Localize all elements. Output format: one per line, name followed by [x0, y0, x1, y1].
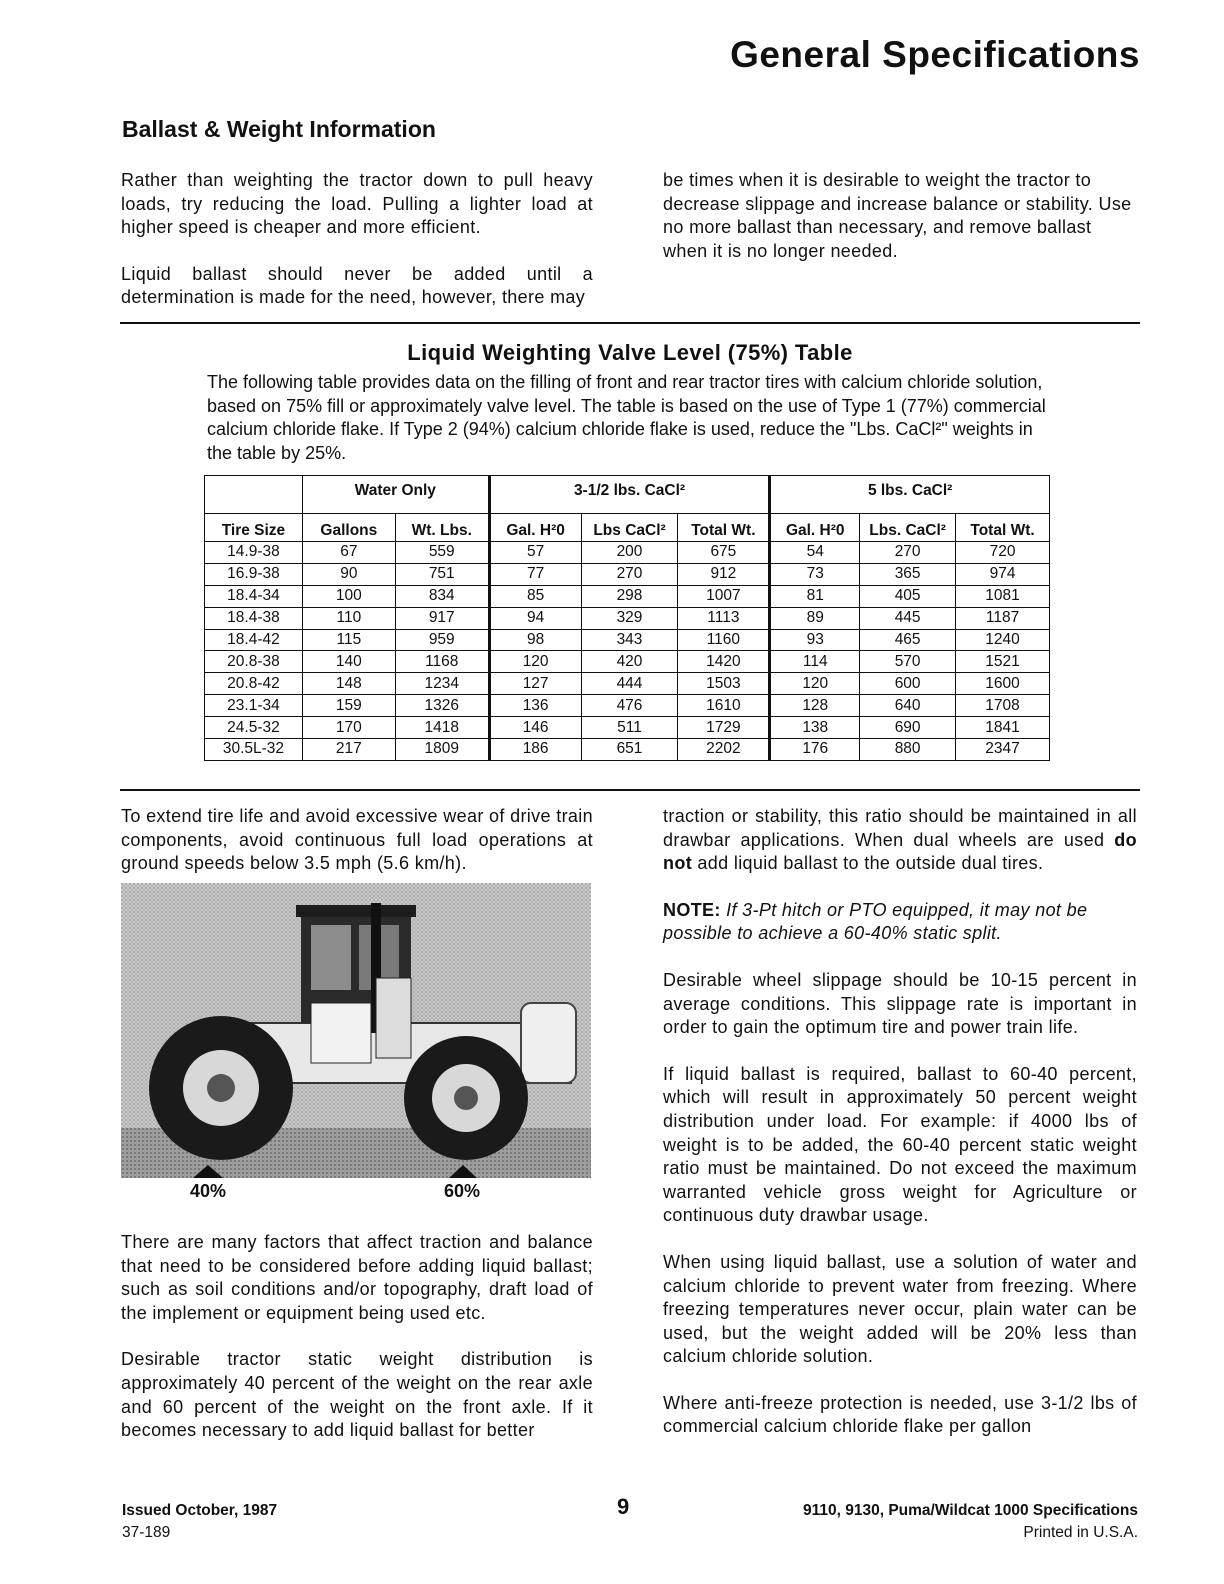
table-cell: 1160: [678, 629, 770, 651]
table-cell: 751: [395, 563, 489, 585]
table-column-header: Tire Size: [205, 514, 303, 542]
table-cell: 115: [302, 629, 395, 651]
table-cell: 1418: [395, 717, 489, 739]
table-cell: 120: [770, 673, 860, 695]
table-cell: 128: [770, 695, 860, 717]
table-row: [205, 563, 1050, 585]
issued-date: Issued October, 1987: [122, 1502, 278, 1519]
tractor-photo: [121, 883, 591, 1178]
table-cell: 511: [581, 717, 678, 739]
footer-right: [803, 1500, 1138, 1544]
table-column-header: Gal. H²0: [489, 514, 581, 542]
table-cell: 138: [770, 717, 860, 739]
page-title: General Specifications: [730, 34, 1140, 75]
calcium-chloride-para: When using liquid ballast, use a solution of water and calcium chloride to prevent water from freezing. Where freezing temperatures never occur, plain water can be used, but the weight added will be 20% less than calcium chloride solution.: [663, 1251, 1137, 1367]
table-cell: 465: [860, 629, 956, 651]
table-cell: 176: [770, 739, 860, 761]
traction-ratio-text-b: add liquid ballast to the outside dual tires.: [697, 853, 1044, 874]
liquid-ballast-ratio-para: If liquid ballast is required, ballast to 60-40 percent, which will result in approximately 50 percent weight distribution under load. For example: if 4000 lbs of weight is to be added, the 60-40 percent static weight ratio must be maintained. Do not exceed the maximum warranted vehicle gross weight for Agriculture or continuous duty drawbar usage.: [663, 1063, 1137, 1226]
table-cell: 73: [770, 563, 860, 585]
table-group-header: 3-1/2 lbs. CaCl²: [489, 476, 770, 514]
tire-size-cell: 20.8-38: [205, 651, 303, 673]
traction-factors-para: There are many factors that affect traction and balance that need to be considered before adding liquid ballast; such as soil conditions and/or topography, draft load of the implement or equipment being used etc.: [121, 1232, 593, 1323]
tire-size-cell: 18.4-42: [205, 629, 303, 651]
table-cell: 94: [489, 607, 581, 629]
table-cell: 343: [581, 629, 678, 651]
table-cell: 2202: [678, 739, 770, 761]
tire-size-cell: 20.8-42: [205, 673, 303, 695]
table-cell: 270: [860, 542, 956, 564]
ballast-intro-right: [663, 169, 1137, 286]
table-cell: 1503: [678, 673, 770, 695]
table-cell: 54: [770, 542, 860, 564]
table-cell: 93: [770, 629, 860, 651]
table-group-header-blank: [205, 476, 303, 514]
table-row: [205, 585, 1050, 607]
document-number: 37-189: [122, 1524, 171, 1541]
table-cell: 1081: [956, 585, 1050, 607]
table-cell: 159: [302, 695, 395, 717]
table-cell: 880: [860, 739, 956, 761]
table-cell: 675: [678, 542, 770, 564]
section-heading-ballast: Ballast & Weight Information: [122, 116, 436, 142]
wheel-slippage-para: Desirable wheel slippage should be 10-15 percent in average conditions. This slippage rate is important in order to gain the optimum tire and power train life.: [663, 969, 1137, 1038]
table-cell: 146: [489, 717, 581, 739]
table-cell: 98: [489, 629, 581, 651]
table-row: [205, 629, 1050, 651]
ballast-intro-left: [121, 169, 593, 310]
table-cell: 1326: [395, 695, 489, 717]
traction-ratio-para: [663, 805, 1137, 876]
table-cell: 81: [770, 585, 860, 607]
divider-top: [120, 322, 1140, 324]
rear-axle-percent: 40%: [190, 1181, 227, 1201]
table-column-header: Gallons: [302, 514, 395, 542]
note-label: NOTE:: [663, 899, 721, 920]
table-cell: 217: [302, 739, 395, 761]
table-cell: 1420: [678, 651, 770, 673]
table-cell: 2347: [956, 739, 1050, 761]
table-group-header-row: [205, 476, 1050, 514]
table-cell: 476: [581, 695, 678, 717]
table-group-header: 5 lbs. CaCl²: [770, 476, 1050, 514]
liquid-weighting-table: [204, 475, 1050, 761]
traction-ratio-text-a: traction or stability, this ratio should be maintained in all drawbar applications. When dual wheels are used: [663, 806, 1137, 850]
note-para: [663, 899, 1137, 946]
divider-bottom: [120, 789, 1140, 791]
table-cell: 1168: [395, 651, 489, 673]
tractor-illustration: [121, 883, 591, 1178]
weight-distribution-para: Desirable tractor static weight distribution is approximately 40 percent of the weight on the rear axle and 60 percent of the weight on the front axle. If it becomes necessary to add liquid ballast for better: [121, 1349, 593, 1441]
table-cell: 186: [489, 739, 581, 761]
table-row: [205, 673, 1050, 695]
tire-size-cell: 16.9-38: [205, 563, 303, 585]
tire-size-cell: 23.1-34: [205, 695, 303, 717]
table-cell: 420: [581, 651, 678, 673]
table-row: [205, 542, 1050, 564]
table-cell: 57: [489, 542, 581, 564]
table-cell: 1809: [395, 739, 489, 761]
table-cell: 365: [860, 563, 956, 585]
table-group-header: Water Only: [302, 476, 489, 514]
table-cell: 148: [302, 673, 395, 695]
table-cell: 110: [302, 607, 395, 629]
table-cell: 270: [581, 563, 678, 585]
table-cell: 912: [678, 563, 770, 585]
table-cell: 405: [860, 585, 956, 607]
body-right-column: [663, 805, 1137, 1462]
do-not-emphasis: do not: [663, 829, 1137, 874]
table-cell: 1600: [956, 673, 1050, 695]
table-cell: 1234: [395, 673, 489, 695]
table-row: [205, 695, 1050, 717]
table-row: [205, 651, 1050, 673]
table-title: Liquid Weighting Valve Level (75%) Table: [407, 340, 853, 365]
table-column-header: Total Wt.: [678, 514, 770, 542]
ballast-para-2-start: Liquid ballast should never be added until a determination is made for the need, however, there may: [121, 263, 593, 308]
table-cell: 444: [581, 673, 678, 695]
table-cell: 640: [860, 695, 956, 717]
table-cell: 1841: [956, 717, 1050, 739]
table-column-header: Lbs. CaCl²: [860, 514, 956, 542]
table-cell: 85: [489, 585, 581, 607]
table-cell: 559: [395, 542, 489, 564]
body-left-column-lower: [121, 1231, 593, 1466]
table-cell: 1113: [678, 607, 770, 629]
ballast-para-1: Rather than weighting the tractor down to pull heavy loads, try reducing the load. Pulling a lighter load at higher speed is cheaper and more efficient.: [121, 170, 593, 238]
page-number: 9: [617, 1494, 630, 1519]
table-cell: 600: [860, 673, 956, 695]
table-cell: 114: [770, 651, 860, 673]
table-cell: 917: [395, 607, 489, 629]
table-cell: 1729: [678, 717, 770, 739]
table-cell: 690: [860, 717, 956, 739]
table-row: [205, 739, 1050, 761]
table-cell: 834: [395, 585, 489, 607]
table-row: [205, 717, 1050, 739]
table-cell: 1610: [678, 695, 770, 717]
table-cell: 974: [956, 563, 1050, 585]
ballast-para-2-end: be times when it is desirable to weight the tractor to decrease slippage and increase balance or stability. Use no more ballast than necessary, and remove ballast when it is no longer needed.: [663, 170, 1132, 261]
table-column-header: Total Wt.: [956, 514, 1050, 542]
table-cell: 200: [581, 542, 678, 564]
table-cell: 720: [956, 542, 1050, 564]
footer-left: [122, 1500, 277, 1544]
front-axle-percent: 60%: [444, 1181, 481, 1201]
models-spec: 9110, 9130, Puma/Wildcat 1000 Specifications: [802, 1502, 1138, 1519]
table-cell: 298: [581, 585, 678, 607]
table-cell: 90: [302, 563, 395, 585]
table-cell: 1708: [956, 695, 1050, 717]
table-cell: 89: [770, 607, 860, 629]
table-cell: 1007: [678, 585, 770, 607]
table-column-header-row: [205, 514, 1050, 542]
tire-size-cell: 14.9-38: [205, 542, 303, 564]
table-cell: 1187: [956, 607, 1050, 629]
table-cell: 1521: [956, 651, 1050, 673]
table-column-header: Lbs CaCl²: [581, 514, 678, 542]
table-cell: 100: [302, 585, 395, 607]
note-text: If 3-Pt hitch or PTO equipped, it may not be possible to achieve a 60-40% static split.: [663, 899, 1088, 944]
table-cell: 445: [860, 607, 956, 629]
table-cell: 127: [489, 673, 581, 695]
table-cell: 170: [302, 717, 395, 739]
tire-size-cell: 18.4-34: [205, 585, 303, 607]
table-cell: 67: [302, 542, 395, 564]
table-column-header: Wt. Lbs.: [395, 514, 489, 542]
printed-in: Printed in U.S.A.: [1023, 1524, 1138, 1541]
table-column-header: Gal. H²0: [770, 514, 860, 542]
table-cell: 140: [302, 651, 395, 673]
table-cell: 136: [489, 695, 581, 717]
table-cell: 77: [489, 563, 581, 585]
table-row: [205, 607, 1050, 629]
table-cell: 959: [395, 629, 489, 651]
tire-size-cell: 18.4-38: [205, 607, 303, 629]
table-description: The following table provides data on the filling of front and rear tractor tires with calcium chloride solution, based on 75% fill or approximately valve level. The table is based on the use of Type 1 (77%) commercial calcium chloride flake. If Type 2 (94%) calcium chloride flake is used, reduce the "Lbs. CaCl²" weights in the table by 25%.: [207, 372, 1046, 463]
tire-size-cell: 24.5-32: [205, 717, 303, 739]
tire-life-para: To extend tire life and avoid excessive wear of drive train components, avoid continuous full load operations at ground speeds below 3.5 mph (5.6 km/h).: [121, 806, 593, 874]
table-cell: 329: [581, 607, 678, 629]
table-cell: 1240: [956, 629, 1050, 651]
table-cell: 120: [489, 651, 581, 673]
tire-size-cell: 30.5L-32: [205, 739, 303, 761]
anti-freeze-para: Where anti-freeze protection is needed, use 3-1/2 lbs of commercial calcium chloride flake per gallon: [663, 1392, 1137, 1437]
table-cell: 570: [860, 651, 956, 673]
table-cell: 651: [581, 739, 678, 761]
